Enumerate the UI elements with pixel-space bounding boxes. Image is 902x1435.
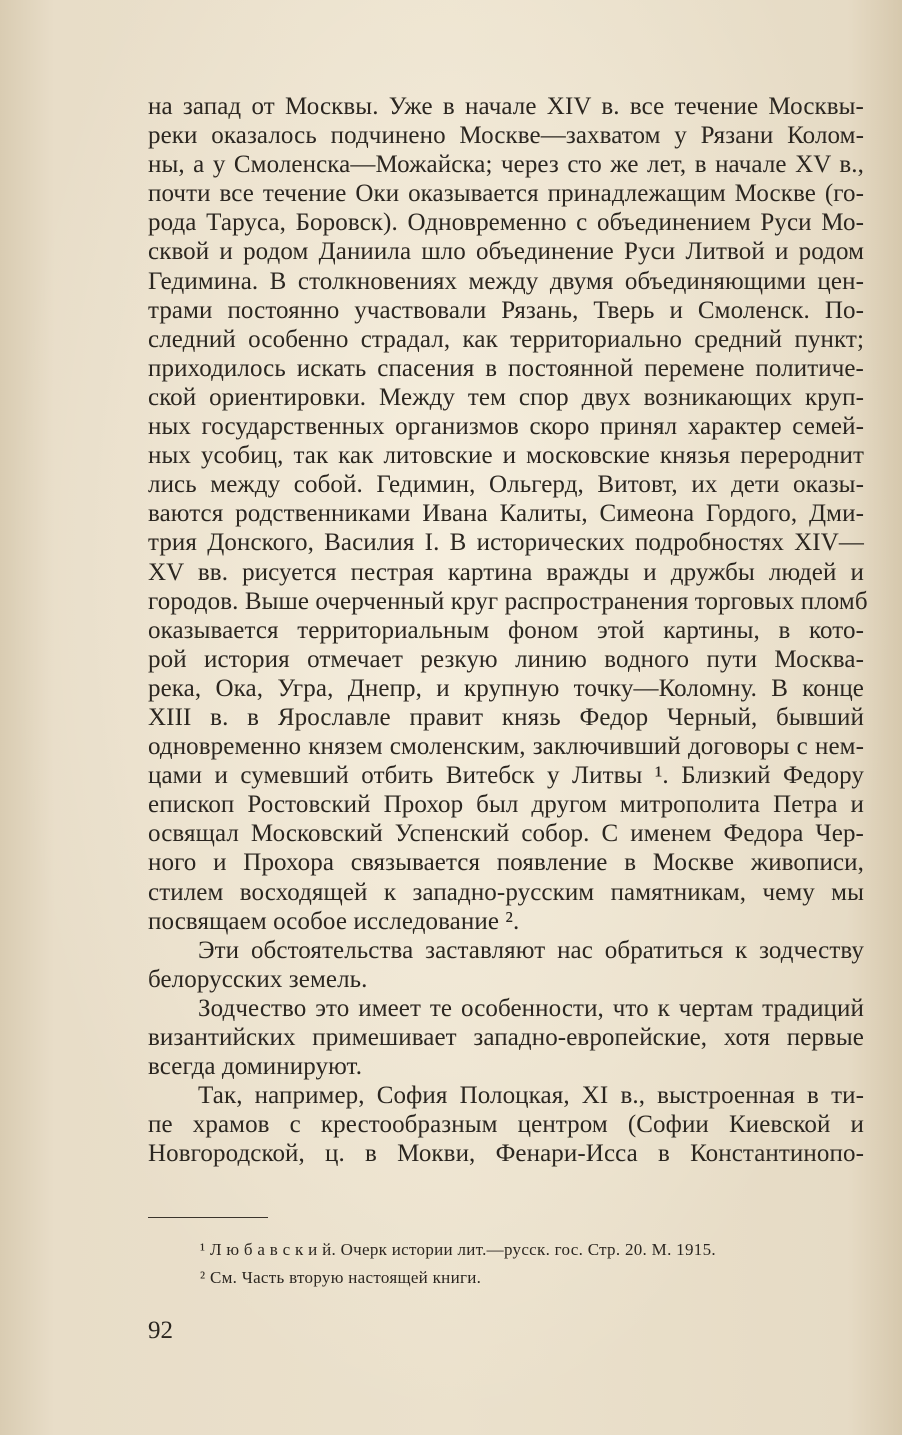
text-line: XV вв. рисуется пестрая картина вражды и дружбы людей и bbox=[148, 558, 864, 586]
text-line: всегда доминируют. bbox=[148, 1053, 363, 1081]
text-line: приходилось искать спасения в постоянной перемене политиче- bbox=[148, 354, 864, 382]
footnote-1: ¹ Л ю б а в с к и й. Очерк истории лит.—русск. гос. Стр. 20. М. 1915. bbox=[200, 1240, 716, 1259]
text-line: одновременно князем смоленским, заключивший договоры с нем- bbox=[148, 733, 864, 761]
text-line: ного и Прохора связывается появление в Москве живописи, bbox=[148, 849, 864, 877]
text-line: оказывается территориальным фоном этой картины, в кото- bbox=[148, 616, 864, 644]
text-line: епископ Ростовский Прохор был другом митрополита Петра и bbox=[148, 791, 864, 819]
text-line: городов. Выше очерченный круг распространения торговых пломб bbox=[148, 587, 868, 615]
text-line: ных усобиц, так как литовские и московские князья перероднит bbox=[148, 442, 864, 470]
footnotes bbox=[200, 1236, 880, 1292]
text-line: лись между собой. Гедимин, Ольгерд, Витовт, их дети оказы- bbox=[148, 471, 864, 499]
text-line: Зодчество это имеет те особенности, что к чертам традиций bbox=[198, 994, 864, 1022]
text-line: ской ориентировки. Между тем спор двух возникающих круп- bbox=[148, 383, 864, 411]
text-line: трами постоянно участвовали Рязань, Тверь и Смоленск. По- bbox=[148, 296, 864, 324]
text-line: ных государственных организмов скоро принял характер семей- bbox=[148, 413, 864, 441]
text-line: белорусских земель. bbox=[148, 965, 368, 993]
text-line: освящал Московский Успенский собор. С именем Федора Чер- bbox=[148, 820, 864, 848]
text-line: XIII в. в Ярославле правит князь Федор Черный, бывший bbox=[148, 703, 864, 731]
text-line: Гедимина. В столкновениях между двумя объединяющими цен- bbox=[148, 267, 864, 295]
text-line: цами и сумевший отбить Витебск у Литвы ¹. Близкий Федору bbox=[148, 762, 864, 790]
text-line: на запад от Москвы. Уже в начале XIV в. все течение Москвы- bbox=[148, 93, 864, 120]
text-line: стилем восходящей к западно-русским памятникам, чему мы bbox=[148, 878, 864, 906]
text-line: река, Ока, Угра, Днепр, и крупную точку—Коломну. В конце bbox=[148, 674, 864, 702]
text-line: Так, например, София Полоцкая, XI в., выстроенная в ти- bbox=[198, 1082, 864, 1110]
footnote-2: ² См. Часть вторую настоящей книги. bbox=[200, 1268, 482, 1287]
text-line: пе храмов с крестообразным центром (Софии Киевской и bbox=[148, 1111, 864, 1139]
page-number: 92 bbox=[148, 1317, 173, 1344]
text-line: сквой и родом Даниила шло объединение Руси Литвой и родом bbox=[148, 238, 864, 266]
text-line: почти все течение Оки оказывается принадлежащим Москве (го- bbox=[148, 180, 864, 208]
text-line: трия Донского, Василия I. В исторических подробностях XIV— bbox=[148, 529, 864, 557]
text-line: реки оказалось подчинено Москве—захватом у Рязани Колом- bbox=[148, 122, 864, 150]
text-line: ваются родственниками Ивана Калиты, Симеона Гордого, Дми- bbox=[148, 500, 864, 528]
footnote-divider bbox=[148, 1217, 268, 1218]
text-line: посвящаем особое исследование ². bbox=[148, 907, 520, 935]
text-line: Новгородской, ц. в Мокви, Фенари-Исса в Константинопо- bbox=[148, 1140, 864, 1168]
text-line: ны, а у Смоленска—Можайска; через сто же лет, в начале XV в., bbox=[148, 151, 864, 179]
text-line: рода Таруса, Боровск). Одновременно с объединением Руси Мо- bbox=[148, 209, 864, 237]
text-line: следний особенно страдал, как территориально средний пункт; bbox=[148, 325, 864, 353]
text-line: Эти обстоятельства заставляют нас обратиться к зодчеству bbox=[198, 936, 864, 964]
main-text bbox=[148, 92, 868, 1168]
text-line: рой история отмечает резкую линию водного пути Москва- bbox=[148, 645, 864, 673]
text-line: византийских примешивает западно-европейские, хотя первые bbox=[148, 1024, 864, 1051]
